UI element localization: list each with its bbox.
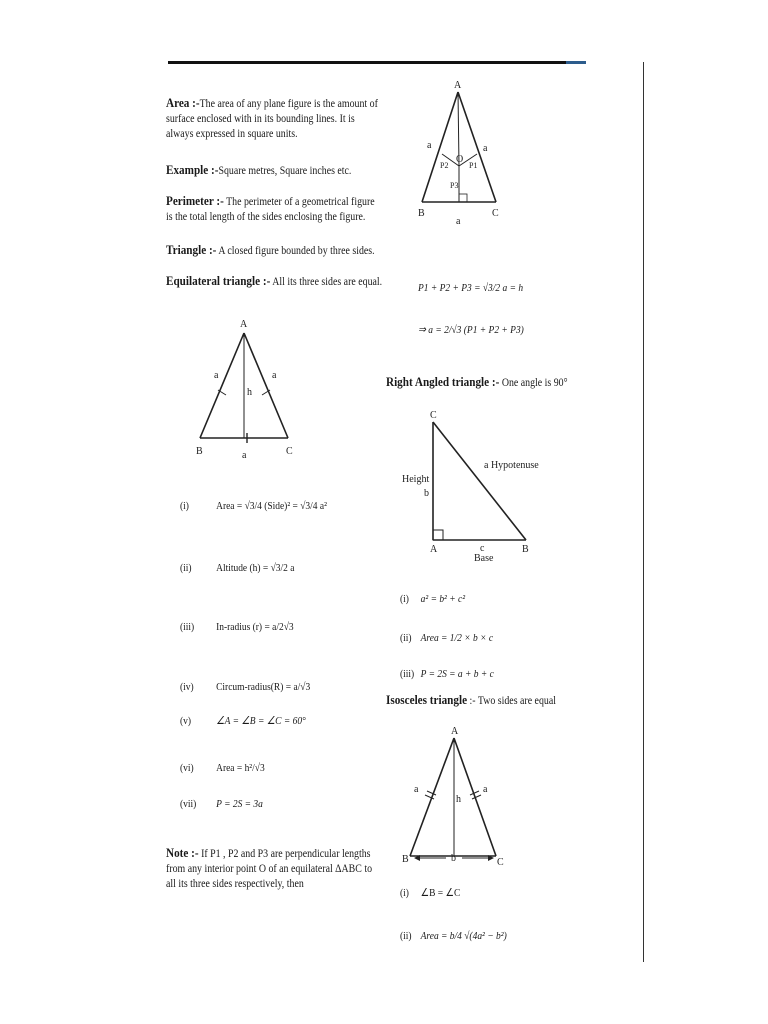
note-paragraph	[166, 845, 381, 892]
eq-formula-1	[180, 500, 327, 512]
perimeter-definition	[166, 193, 377, 225]
perimeter-text: The perimeter of a geometrical figure is the total length of the sides enclosing the figure.	[166, 196, 375, 223]
eq-formula-5	[180, 714, 306, 727]
triangle-text: A closed figure bounded by three sides.	[216, 245, 375, 257]
top-side-right: a	[483, 143, 488, 154]
iso-formula-2	[400, 930, 507, 942]
right-angled-term: Right Angled triangle :-	[386, 374, 500, 389]
ra-vertex-b: B	[522, 544, 529, 555]
top-p1-label: P1	[469, 161, 478, 170]
formula-text: P = 2S = 3a	[216, 798, 263, 810]
right-margin-rule	[643, 62, 644, 962]
eq-formula-3	[180, 621, 294, 633]
right-angled-triangle-figure	[398, 408, 548, 568]
eq-base-label: a	[242, 450, 247, 461]
eq-side-right: a	[272, 370, 277, 381]
formula-text: Area = h²/√3	[216, 762, 265, 774]
triangle-line	[166, 242, 375, 259]
side-from-perpendiculars-equation	[418, 323, 524, 336]
formula-text: Area = √3/4 (Side)² = √3/4 a²	[216, 500, 327, 512]
top-rule-accent	[566, 61, 586, 64]
formula-number: (ii)	[400, 930, 412, 942]
formula-number: (ii)	[180, 562, 192, 574]
ra-height-label: Height	[402, 474, 430, 485]
iso-height-label: h	[456, 794, 461, 805]
isosceles-line	[386, 692, 556, 709]
ra-b-label: b	[424, 488, 429, 499]
ra-vertex-c: C	[430, 410, 437, 421]
formula-number: (vi)	[180, 762, 194, 774]
area-definition	[166, 95, 381, 142]
iso-side-right: a	[483, 784, 488, 795]
isosceles-triangle-figure	[392, 722, 527, 872]
top-side-left: a	[427, 140, 432, 151]
isosceles-term: Isosceles triangle	[386, 692, 468, 707]
formula-number: (i)	[180, 500, 189, 512]
formula-number: (i)	[400, 887, 409, 899]
formula-text: Altitude (h) = √3/2 a	[216, 562, 295, 574]
perimeter-term: Perimeter :-	[166, 193, 224, 208]
eq-vertex-b: B	[196, 446, 203, 457]
note-text: If P1 , P2 and P3 are perpendicular lengths from any interior point O of an equilateral ΔABC to all its three sides respectively, then	[166, 848, 373, 890]
note-term: Note :-	[166, 845, 199, 860]
right-angled-line	[386, 374, 568, 391]
formula-number: (vii)	[180, 798, 197, 810]
iso-vertex-c: C	[497, 857, 504, 868]
formula-text: ∠B = ∠C	[420, 887, 461, 899]
isosceles-text: :- Two sides are equal	[467, 695, 556, 707]
interior-point-triangle-figure	[410, 78, 520, 228]
equation-text: ⇒ a = 2/√3 (P1 + P2 + P3)	[418, 324, 524, 336]
top-p2-label: P2	[440, 161, 449, 170]
iso-side-left: a	[414, 784, 419, 795]
ra-formula-1	[400, 593, 465, 605]
right-angled-text: One angle is 90°	[499, 377, 568, 389]
formula-number: (iii)	[400, 668, 415, 680]
top-rule	[168, 61, 586, 64]
formula-number: (iii)	[180, 621, 195, 633]
example-text: Square metres, Square inches etc.	[218, 165, 352, 177]
ra-vertex-a: A	[430, 544, 438, 555]
formula-text: ∠A = ∠B = ∠C = 60°	[216, 715, 306, 727]
example-line	[166, 162, 351, 179]
iso-formula-1	[400, 886, 460, 899]
ra-formula-2	[400, 632, 493, 644]
formula-number: (v)	[180, 715, 192, 727]
equilateral-line	[166, 273, 382, 290]
top-vertex-b: B	[418, 208, 425, 219]
equilateral-term: Equilateral triangle :-	[166, 273, 271, 288]
iso-vertex-a: A	[451, 726, 459, 737]
triangle-term: Triangle :-	[166, 242, 217, 257]
formula-number: (i)	[400, 593, 409, 605]
formula-number: (iv)	[180, 681, 194, 693]
formula-text: In-radius (r) = a/2√3	[216, 621, 294, 633]
eq-height-label: h	[247, 387, 252, 398]
area-term: Area :-	[166, 95, 200, 110]
iso-vertex-b: B	[402, 854, 409, 865]
ra-hypotenuse-label: a Hypotenuse	[484, 460, 539, 471]
equilateral-text: All its three sides are equal.	[270, 276, 383, 288]
eq-formula-2	[180, 562, 294, 574]
eq-formula-6	[180, 762, 265, 774]
ra-base-label: Base	[474, 553, 494, 564]
eq-formula-7	[180, 798, 263, 810]
formula-text: Area = b/4 √(4a² − b²)	[420, 930, 507, 942]
formula-number: (ii)	[400, 632, 412, 644]
eq-vertex-c: C	[286, 446, 293, 457]
ra-c-label: c	[480, 543, 485, 554]
iso-base-label: b	[451, 853, 456, 864]
top-point-o: O	[456, 154, 464, 165]
area-text: The area of any plane figure is the amount of surface enclosed with in its bounding lines. It is always expressed in square units.	[166, 98, 378, 140]
formula-text: P = 2S = a + b + c	[420, 668, 494, 680]
example-term: Example :-	[166, 162, 219, 177]
formula-text: a² = b² + c²	[420, 593, 466, 605]
ra-formula-3	[400, 668, 494, 680]
eq-vertex-a: A	[240, 319, 248, 330]
top-vertex-c: C	[492, 208, 499, 219]
equilateral-triangle-figure	[190, 315, 310, 465]
equation-text: P1 + P2 + P3 = √3/2 a = h	[418, 282, 524, 294]
eq-formula-4	[180, 681, 310, 693]
formula-text: Circum-radius(R) = a/√3	[216, 681, 311, 693]
formula-text: Area = 1/2 × b × c	[420, 632, 494, 644]
eq-side-left: a	[214, 370, 219, 381]
perpendicular-sum-equation	[418, 282, 523, 294]
top-base-label: a	[456, 216, 461, 227]
top-vertex-a: A	[454, 80, 462, 91]
top-p3-label: P3	[450, 181, 459, 190]
